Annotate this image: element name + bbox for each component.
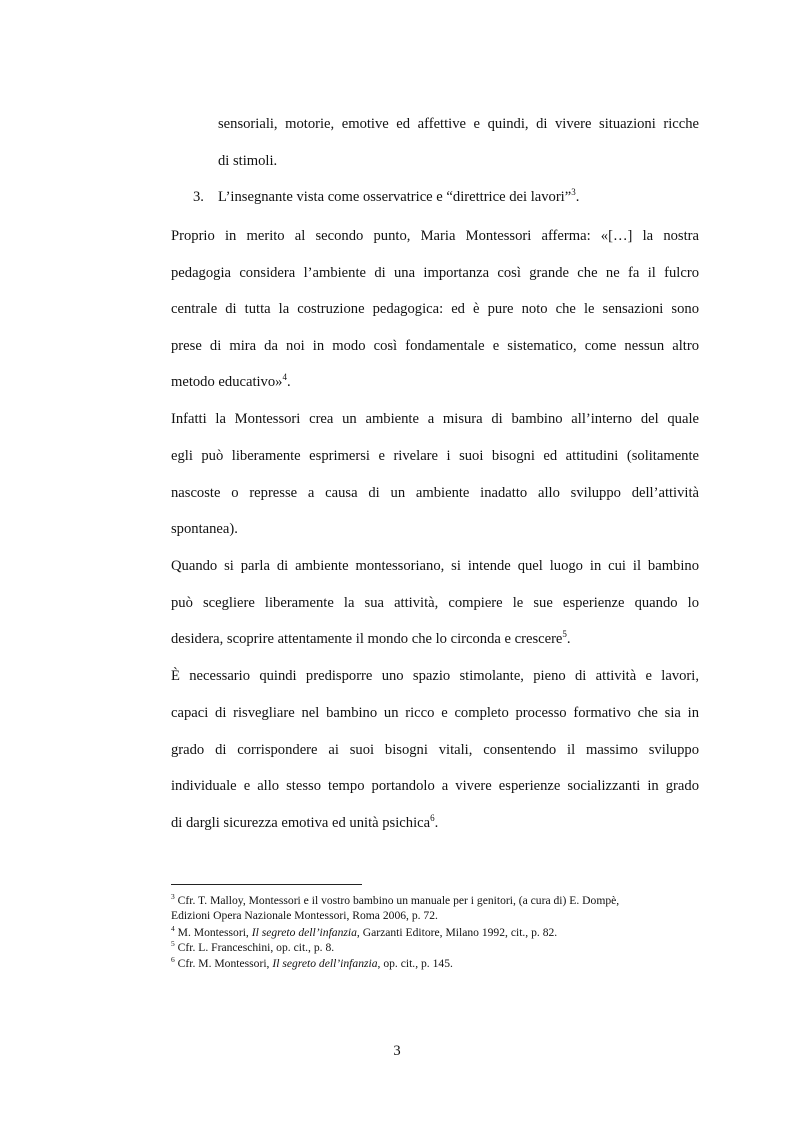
body-line-5: pedagogia considera l’ambiente di una importanza così grande che ne fa il fulcro <box>171 265 699 281</box>
footnote-number: 3 <box>171 892 175 902</box>
footnote-3 <box>171 894 699 909</box>
body-line-9: Infatti la Montessori crea un ambiente a misura di bambino all’interno del quale <box>171 411 699 427</box>
body-line-18: grado di corrispondere ai suoi bisogni vitali, consentendo il massimo sviluppo <box>171 742 699 758</box>
period: . <box>434 815 439 831</box>
footnote-text-pre: Cfr. M. Montessori, <box>177 957 273 970</box>
body-line-7: prese di mira da noi in modo così fondamentale e sistematico, come nessun altro <box>171 338 699 354</box>
footnote-ref-3: 3 <box>571 187 576 198</box>
footnote-separator <box>171 884 362 885</box>
list-item-3 <box>218 187 699 207</box>
body-line-11: nascoste o represse a causa di un ambiente inadatto allo sviluppo dell’attività <box>171 485 699 501</box>
body-line-20 <box>171 813 699 833</box>
line-text: metodo educativo» <box>171 374 283 390</box>
page-number: 3 <box>393 1043 401 1059</box>
footnote-number: 6 <box>171 955 175 965</box>
footnote-book-title: Il segreto dell’infanzia <box>251 926 357 939</box>
footnote-book-title: Il segreto dell’infanzia <box>272 957 378 970</box>
footnote-4 <box>171 926 699 941</box>
footnote-text-post: , Garzanti Editore, Milano 1992, cit., p. 82. <box>356 926 558 939</box>
body-line-17: capaci di risvegliare nel bambino un ricco e completo processo formativo che sia in <box>171 705 699 721</box>
footnote-5 <box>171 941 699 956</box>
body-line-4: Proprio in merito al secondo punto, Maria Montessori afferma: «[…] la nostra <box>171 228 699 244</box>
body-line-15 <box>171 629 699 649</box>
body-line-2: di stimoli. <box>218 153 278 169</box>
body-line-8 <box>171 372 699 392</box>
body-line-19: individuale e allo stesso tempo portandolo a vivere esperienze socializzanti in grado <box>171 778 699 794</box>
period: . <box>575 189 580 205</box>
footnote-text: Cfr. L. Franceschini, op. cit., p. 8. <box>177 941 335 954</box>
body-line-16: È necessario quindi predisporre uno spazio stimolante, pieno di attività e lavori, <box>171 668 699 684</box>
footnote-3-cont: Edizioni Opera Nazionale Montessori, Roma 2006, p. 72. <box>171 909 438 922</box>
footnote-ref-5: 5 <box>562 629 567 640</box>
footnote-number: 4 <box>171 924 175 934</box>
footnote-ref-4: 4 <box>282 372 287 383</box>
footnote-number: 5 <box>171 939 175 949</box>
footnote-text-post: , op. cit., p. 145. <box>377 957 453 970</box>
body-line-1: sensoriali, motorie, emotive ed affettive e quindi, di vivere situazioni ricche <box>218 116 699 132</box>
period: . <box>566 631 571 647</box>
list-number: 3. <box>193 189 204 205</box>
list-item-text: L’insegnante vista come osservatrice e “direttrice dei lavori” <box>218 189 572 205</box>
line-text: desidera, scoprire attentamente il mondo che lo circonda e crescere <box>171 631 563 647</box>
period: . <box>286 374 291 390</box>
footnote-ref-6: 6 <box>430 813 435 824</box>
footnote-text-pre: M. Montessori, <box>177 926 252 939</box>
footnote-text: Cfr. T. Malloy, Montessori e il vostro bambino un manuale per i genitori, (a cura di) E. Dompè, <box>177 894 620 907</box>
line-text: di dargli sicurezza emotiva ed unità psichica <box>171 815 431 831</box>
body-line-14: può scegliere liberamente la sua attività, compiere le sue esperienze quando lo <box>171 595 699 611</box>
body-line-13: Quando si parla di ambiente montessoriano, si intende quel luogo in cui il bambino <box>171 558 699 574</box>
body-line-6: centrale di tutta la costruzione pedagogica: ed è pure noto che le sensazioni sono <box>171 301 699 317</box>
body-line-12: spontanea). <box>171 521 238 537</box>
body-line-10: egli può liberamente esprimersi e rivelare i suoi bisogni ed attitudini (solitamente <box>171 448 699 464</box>
footnote-6 <box>171 957 699 972</box>
